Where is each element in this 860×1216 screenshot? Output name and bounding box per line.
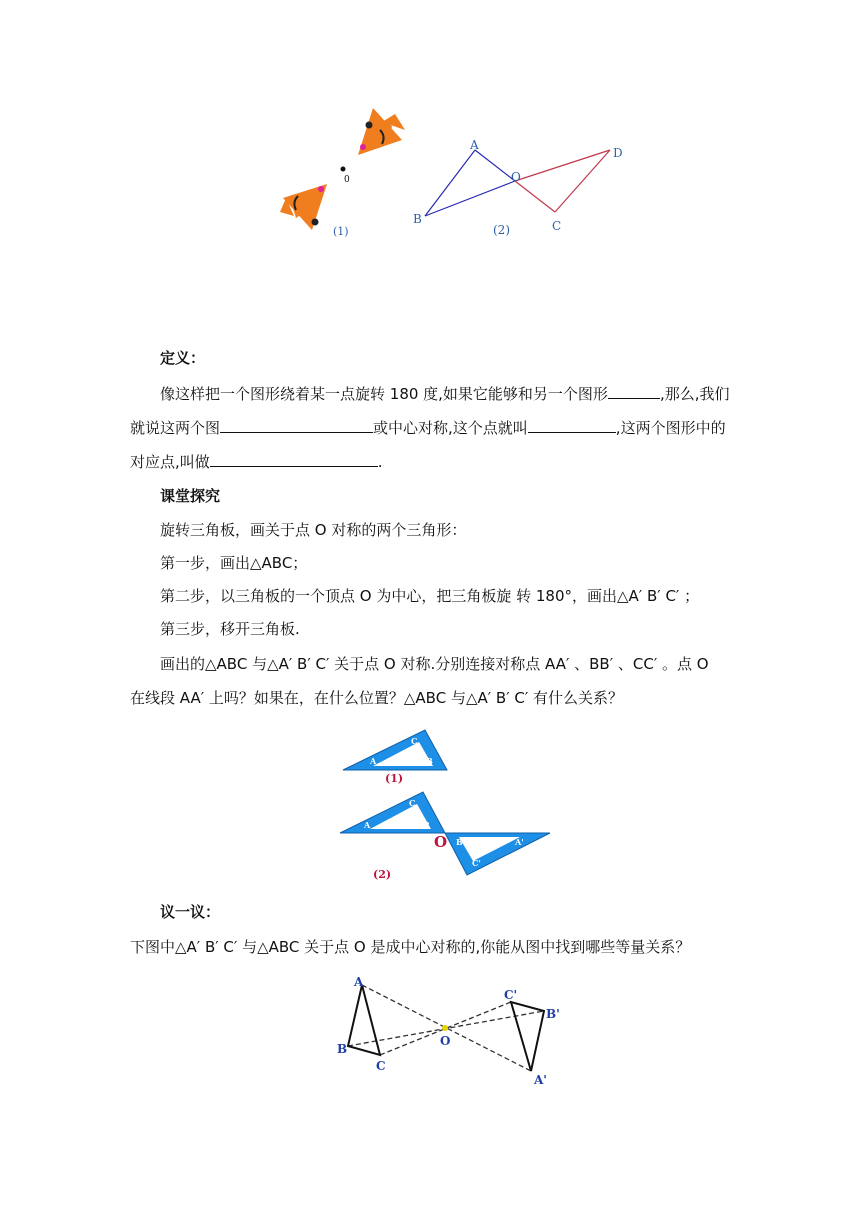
definition-line-3-start: 对应点,叫做 — [130, 453, 210, 471]
discuss-heading: 议一议： — [160, 903, 221, 921]
ruler2-a-label: A — [364, 820, 371, 830]
set-square-1 — [343, 730, 447, 770]
bottom-a2-label: A' — [534, 1073, 547, 1087]
ruler-caption-1: (1) — [385, 772, 404, 785]
figure-caption-1: (1) — [333, 225, 349, 238]
definition-line-2-end: ,这两个图形中的 — [615, 419, 726, 437]
explore-intro: 旋转三角板，画关于点 O 对称的两个三角形： — [160, 521, 467, 539]
explore-paragraph-line-1: 画出的△ABC 与△A′ B′ C′ 关于点 O 对称.分别连接对称点 AA′ 、BB′ 、CC′ 。点 O — [160, 655, 709, 673]
explore-step-3: 第三步，移开三角板. — [160, 620, 300, 638]
ruler2-c-label: C — [409, 798, 416, 808]
definition-line-3 — [130, 452, 383, 472]
blank-3[interactable] — [528, 418, 616, 433]
point-b-label: B — [413, 212, 422, 226]
explore-step-2: 第二步，以三角板的一个顶点 O 为中心，把三角板旋 转 180°，画出△A′ B′ C′ ； — [160, 587, 700, 605]
blank-1[interactable] — [608, 384, 660, 399]
ruler2-c2-label: C' — [472, 858, 481, 868]
ruler1-c-label: C — [411, 736, 418, 746]
definition-heading: 定义： — [160, 349, 206, 367]
figure-caption-2: (2) — [493, 223, 510, 237]
point-o-label: O — [511, 170, 521, 184]
explore-paragraph-line-2: 在线段 AA′ 上吗？如果在，在什么位置？△ABC 与△A′ B′ C′ 有什么关系？ — [130, 689, 624, 707]
ruler2-b-label: B — [423, 820, 430, 830]
fish-upper — [358, 108, 405, 155]
point-a-label: A — [470, 138, 479, 152]
definition-line-1-start: 像这样把一个图形绕着某一点旋转 180 度,如果它能够和另一个图形 — [160, 385, 608, 403]
ruler-caption-2: (2) — [373, 868, 392, 881]
ruler2-a2-label: A' — [515, 837, 524, 847]
fish-lower — [280, 184, 327, 230]
blank-4[interactable] — [210, 452, 378, 467]
ruler1-b-label: B — [426, 756, 433, 766]
definition-line-2 — [130, 418, 726, 438]
definition-line-2-mid: 或中心对称,这个点就叫 — [373, 419, 528, 437]
definition-line-1 — [160, 384, 729, 404]
set-square-2-rotated — [445, 833, 550, 875]
point-c-label: C — [552, 219, 562, 233]
definition-line-1-end: ,那么,我们 — [659, 385, 730, 403]
bottom-b-label: B — [337, 1042, 348, 1056]
discuss-question: 下图中△A′ B′ C′ 与△ABC 关于点 O 是成中心对称的,你能从图中找到哪些等量关系？ — [130, 938, 691, 956]
center-o-point — [442, 1025, 448, 1031]
ruler1-a-label: A — [370, 756, 377, 766]
explore-step-1: 第一步，画出△ABC； — [160, 554, 308, 572]
definition-line-3-end: . — [377, 453, 383, 471]
bottom-a-label: A — [354, 975, 364, 989]
explore-heading: 课堂探究 — [160, 487, 221, 505]
blank-2[interactable] — [220, 418, 373, 433]
bottom-c-label: C — [376, 1059, 386, 1073]
central-symmetry-figure — [335, 975, 565, 1090]
bottom-b2-label: B' — [546, 1007, 560, 1021]
symmetric-triangles-figure — [405, 130, 645, 245]
definition-line-2-start: 就说这两个图 — [130, 419, 221, 437]
bottom-o-label: O — [440, 1034, 451, 1048]
bottom-c2-label: C' — [504, 988, 518, 1002]
rotation-center-label: 0 — [344, 175, 350, 185]
point-d-label: D — [613, 146, 623, 160]
ruler-center-o-label: O — [434, 833, 448, 851]
set-square-2-original — [340, 792, 445, 833]
rotation-center-dot — [341, 167, 346, 172]
ruler2-b2-label: B' — [456, 837, 466, 847]
set-square-rotation-figure — [335, 730, 560, 885]
